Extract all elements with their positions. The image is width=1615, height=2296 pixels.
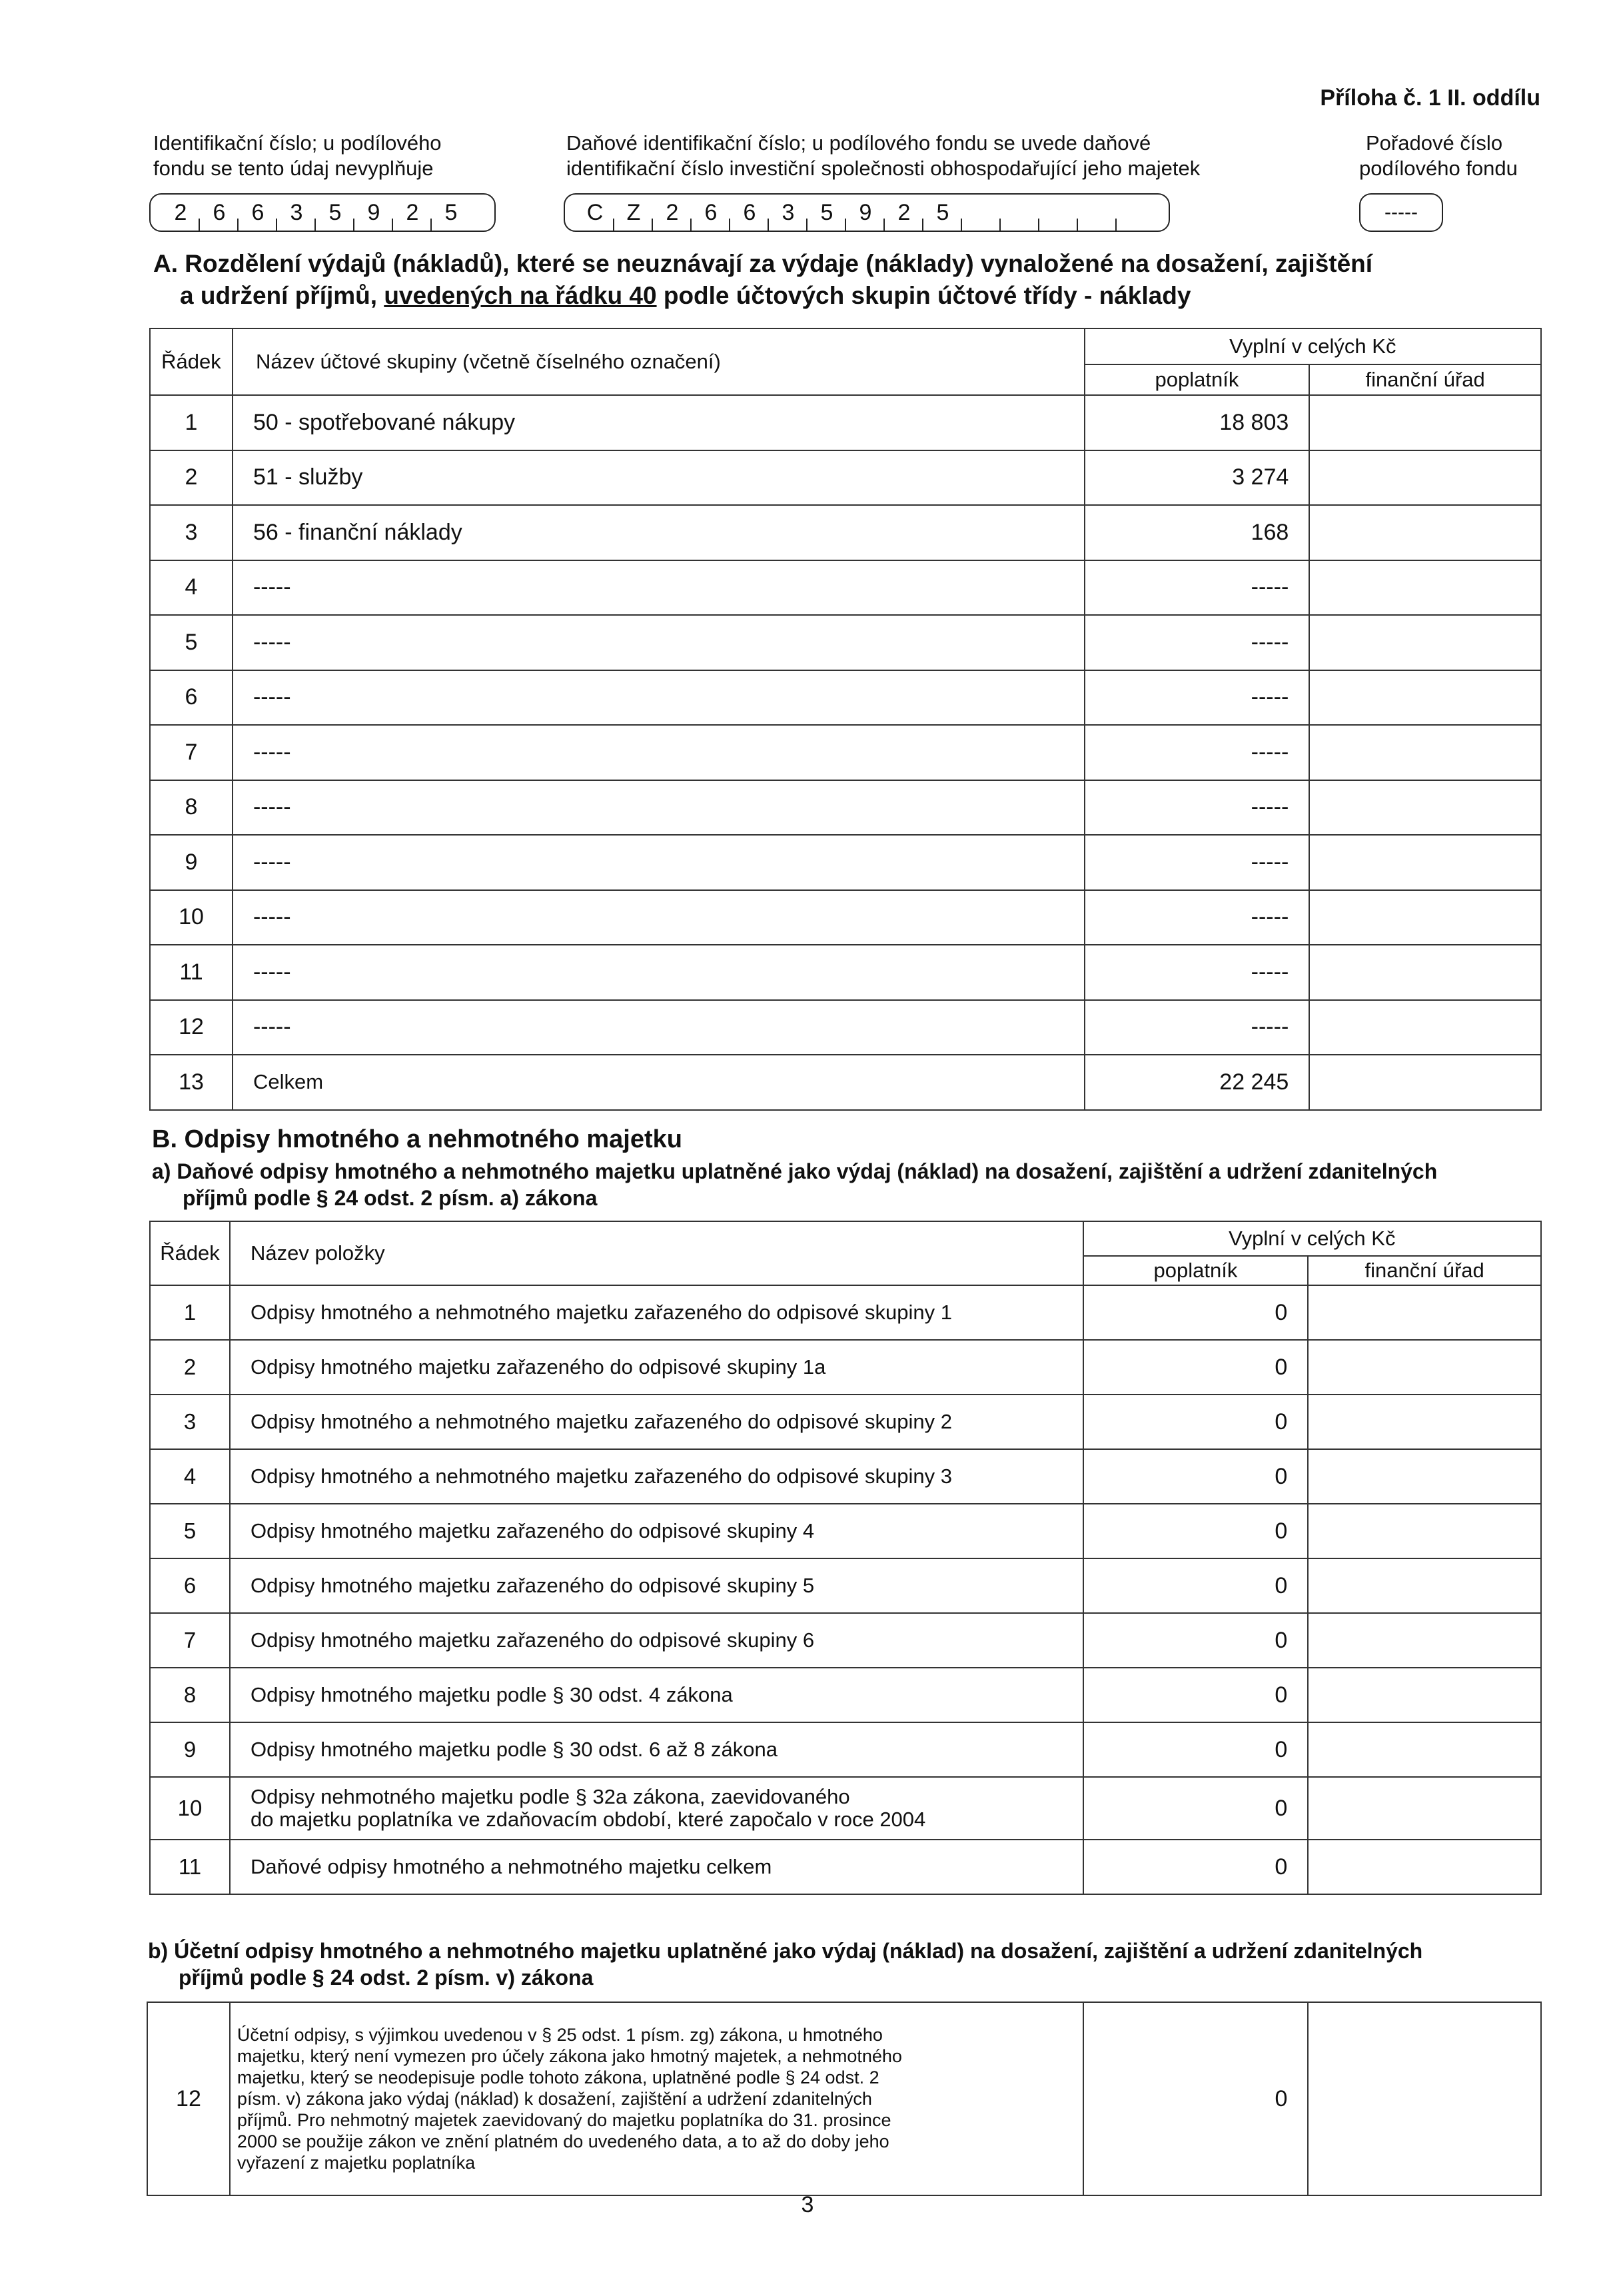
payer-value[interactable]: ----- xyxy=(1085,835,1310,890)
row-number: 8 xyxy=(150,780,233,836)
table-row xyxy=(150,1558,1541,1613)
order-value: ----- xyxy=(1384,201,1418,223)
row-number: 12 xyxy=(150,1000,233,1055)
row-number: 2 xyxy=(150,450,233,506)
payer-value[interactable]: ----- xyxy=(1085,725,1310,780)
table-row xyxy=(150,1340,1541,1395)
row-number: 2 xyxy=(150,1340,230,1395)
row-name: Odpisy hmotného majetku podle § 30 odst. 4 zákona xyxy=(230,1668,1083,1722)
table-row xyxy=(150,560,1541,616)
office-value[interactable] xyxy=(1309,780,1541,836)
row-12-line: Účetní odpisy, s výjimkou uvedenou v § 25 odst. 1 písm. zg) zákona, u hmotného xyxy=(237,2025,883,2045)
table-row xyxy=(150,1285,1541,1340)
payer-value[interactable]: 0 xyxy=(1083,1395,1309,1449)
table-row xyxy=(150,1055,1541,1110)
col-fill-header: Vyplní v celých Kč xyxy=(1085,328,1541,364)
row-name: ----- xyxy=(233,615,1085,670)
office-value[interactable] xyxy=(1309,395,1541,450)
row-number: 10 xyxy=(150,890,233,945)
col-office-header-b: finanční úřad xyxy=(1308,1256,1541,1285)
payer-value[interactable]: 0 xyxy=(1083,1558,1309,1613)
table-row xyxy=(150,615,1541,670)
annex-label: Příloha č. 1 II. oddílu xyxy=(1320,85,1540,111)
table-row xyxy=(150,1449,1541,1504)
section-b-sub-b: b) Účetní odpisy hmotného a nehmotného majetku uplatněné jako výdaj (náklad) na dosažení, zajištění a udržení zdanitelných příjmů podle § 24 odst. 2 písm. v) zákona xyxy=(148,1939,1423,1990)
table-row xyxy=(150,1504,1541,1558)
row-number: 7 xyxy=(150,725,233,780)
payer-value[interactable]: 0 xyxy=(1083,1840,1309,1894)
office-value[interactable] xyxy=(1308,1504,1541,1558)
row-name: Odpisy hmotného a nehmotného majetku zařazeného do odpisové skupiny 2 xyxy=(230,1395,1083,1449)
row-name: Odpisy hmotného a nehmotného majetku zařazeného do odpisové skupiny 1 xyxy=(230,1285,1083,1340)
col-name-header-b: Název položky xyxy=(230,1221,1083,1285)
col-fill-header-b: Vyplní v celých Kč xyxy=(1083,1221,1541,1256)
row-name: ----- xyxy=(233,890,1085,945)
row-name: Celkem xyxy=(233,1055,1085,1110)
section-b-table xyxy=(149,1221,1542,1895)
row-number: 5 xyxy=(150,1504,230,1558)
office-value[interactable] xyxy=(1309,945,1541,1000)
row-number: 12 xyxy=(147,2002,230,2195)
char-cell xyxy=(1039,195,1078,231)
row-number: 1 xyxy=(150,1285,230,1340)
row-name: Odpisy hmotného majetku zařazeného do odpisové skupiny 1a xyxy=(230,1340,1083,1395)
row-name: 50 - spotřebované nákupy xyxy=(233,395,1085,450)
row-name: Odpisy hmotného majetku podle § 30 odst. 6 až 8 zákona xyxy=(230,1722,1083,1777)
office-value[interactable] xyxy=(1308,1777,1541,1840)
section-a-table xyxy=(149,328,1542,1111)
office-value[interactable] xyxy=(1309,615,1541,670)
table-row xyxy=(150,1722,1541,1777)
table-row xyxy=(150,1777,1541,1840)
row-number: 1 xyxy=(150,395,233,450)
char-cell: 6 xyxy=(239,195,277,231)
office-value[interactable] xyxy=(1308,1558,1541,1613)
col-payer-header-b: poplatník xyxy=(1083,1256,1309,1285)
char-cell: 6 xyxy=(692,195,730,231)
payer-value[interactable]: ----- xyxy=(1085,670,1310,726)
table-row xyxy=(150,505,1541,560)
dic-label: Daňové identifikační číslo; u podílového fondu se uvede daňové identifikační číslo investiční společnosti obhospodařující jeho majetek xyxy=(566,131,1201,180)
ic-label: Identifikační číslo; u podílového fondu se tento údaj nevyplňuje xyxy=(153,131,442,180)
row-name: ----- xyxy=(233,945,1085,1000)
payer-value[interactable]: 0 xyxy=(1083,1668,1309,1722)
order-field[interactable] xyxy=(1359,193,1443,232)
office-value[interactable] xyxy=(1308,1340,1541,1395)
office-value[interactable] xyxy=(1309,560,1541,616)
row-12-text xyxy=(230,2002,1083,2195)
payer-value[interactable]: 3 274 xyxy=(1085,450,1310,506)
table-row xyxy=(150,945,1541,1000)
table-row xyxy=(150,670,1541,726)
table-row xyxy=(150,1395,1541,1449)
row-name: Daňové odpisy hmotného a nehmotného majetku celkem xyxy=(230,1840,1083,1894)
row-number: 7 xyxy=(150,1613,230,1668)
char-cell: 2 xyxy=(393,195,432,231)
payer-value[interactable]: ----- xyxy=(1085,560,1310,616)
row-name: Odpisy hmotného a nehmotného majetku zařazeného do odpisové skupiny 3 xyxy=(230,1449,1083,1504)
row-12-line: 2000 se použije zákon ve znění platném do uvedeného data, a to až do doby jeho xyxy=(237,2131,889,2151)
row-number: 5 xyxy=(150,615,233,670)
table-row xyxy=(150,1000,1541,1055)
office-value[interactable] xyxy=(1308,1395,1541,1449)
section-b-sub-a: a) Daňové odpisy hmotného a nehmotného majetku uplatněné jako výdaj (náklad) na dosažení, zajištění a udržení zdanitelných příjmů podle § 24 odst. 2 písm. a) zákona xyxy=(152,1159,1438,1210)
table-row xyxy=(150,1840,1541,1894)
payer-value[interactable]: 18 803 xyxy=(1085,395,1310,450)
office-value[interactable] xyxy=(1309,1055,1541,1110)
char-cell: 3 xyxy=(277,195,316,231)
table-row xyxy=(150,1668,1541,1722)
row-name: 56 - finanční náklady xyxy=(233,505,1085,560)
office-value[interactable] xyxy=(1309,450,1541,506)
char-cell: 2 xyxy=(653,195,692,231)
row-number: 4 xyxy=(150,1449,230,1504)
char-cell xyxy=(962,195,1001,231)
office-value[interactable] xyxy=(1308,1613,1541,1668)
page-number: 3 xyxy=(801,2192,814,2217)
char-cell: 6 xyxy=(730,195,769,231)
char-cell xyxy=(1117,195,1155,231)
payer-value[interactable]: ----- xyxy=(1085,945,1310,1000)
section-b12-table xyxy=(147,2002,1542,2196)
row-name: ----- xyxy=(233,780,1085,836)
char-cell: 5 xyxy=(444,199,458,225)
row-name: ----- xyxy=(233,725,1085,780)
row-number: 11 xyxy=(150,945,233,1000)
char-cell xyxy=(1001,195,1039,231)
row-number: 3 xyxy=(150,1395,230,1449)
section-b-title: B. Odpisy hmotného a nehmotného majetku xyxy=(152,1125,682,1153)
char-cell: 5 xyxy=(923,195,962,231)
payer-value[interactable]: 0 xyxy=(1083,2002,1309,2195)
table-row xyxy=(147,2002,1541,2195)
row-name: ----- xyxy=(233,560,1085,616)
char-cell: 2 xyxy=(161,195,200,231)
office-value[interactable] xyxy=(1309,1000,1541,1055)
col-office-header: finanční úřad xyxy=(1309,364,1541,395)
row-name: Odpisy hmotného majetku zařazeného do odpisové skupiny 4 xyxy=(230,1504,1083,1558)
row-12-line: písm. v) zákona jako výdaj (náklad) k dosažení, zajištění a udržení zdanitelných xyxy=(237,2089,872,2109)
row-number: 6 xyxy=(150,1558,230,1613)
char-cell: 5 xyxy=(808,195,846,231)
office-value[interactable] xyxy=(1308,1285,1541,1340)
office-value[interactable] xyxy=(1309,725,1541,780)
row-name: ----- xyxy=(233,835,1085,890)
dic-field[interactable] xyxy=(564,193,1170,232)
table-row xyxy=(150,1613,1541,1668)
payer-value[interactable]: 0 xyxy=(1083,1285,1309,1340)
row-name: 51 - služby xyxy=(233,450,1085,506)
payer-value[interactable]: ----- xyxy=(1085,615,1310,670)
char-cell: 9 xyxy=(354,195,393,231)
char-cell: 9 xyxy=(846,195,885,231)
row-number: 11 xyxy=(150,1840,230,1894)
office-value[interactable] xyxy=(1308,2002,1541,2195)
row-12-line: majetku, který se neodepisuje podle tohoto zákona, uplatněné podle § 24 odst. 2 xyxy=(237,2067,879,2087)
row-number: 9 xyxy=(150,835,233,890)
row-12-line: majetku, který není vymezen pro účely zákona jako hmotný majetek, a nehmotného xyxy=(237,2046,902,2066)
row-number: 3 xyxy=(150,505,233,560)
col-row-header-b: Řádek xyxy=(150,1221,230,1285)
row-number: 8 xyxy=(150,1668,230,1722)
col-payer-header: poplatník xyxy=(1085,364,1310,395)
payer-value[interactable]: 0 xyxy=(1083,1449,1309,1504)
row-name: Odpisy hmotného majetku zařazeného do odpisové skupiny 5 xyxy=(230,1558,1083,1613)
ic-field[interactable] xyxy=(149,193,496,232)
office-value[interactable] xyxy=(1309,890,1541,945)
char-cell xyxy=(1078,195,1117,231)
office-value[interactable] xyxy=(1308,1449,1541,1504)
row-number: 4 xyxy=(150,560,233,616)
char-cell: 6 xyxy=(200,195,239,231)
row-name: ----- xyxy=(233,1000,1085,1055)
row-number: 6 xyxy=(150,670,233,726)
table-row xyxy=(150,450,1541,506)
row-number: 10 xyxy=(150,1777,230,1840)
row-number: 13 xyxy=(150,1055,233,1110)
row-number: 9 xyxy=(150,1722,230,1777)
table-row xyxy=(150,780,1541,836)
char-cell: 2 xyxy=(885,195,923,231)
payer-value[interactable]: ----- xyxy=(1085,780,1310,836)
section-a-title: A. Rozdělení výdajů (nákladů), které se neuznávají za výdaje (náklady) vynaložené na dosažení, zajištění a udržení příjmů, uvedených na řádku 40 podle účtových skupin účtové třídy - náklady xyxy=(153,250,1373,309)
char-cell: Z xyxy=(614,195,653,231)
payer-value[interactable]: ----- xyxy=(1085,890,1310,945)
row-12-line: příjmů. Pro nehmotný majetek zaevidovaný do majetku poplatníka do 31. prosince xyxy=(237,2110,891,2130)
payer-value[interactable]: 0 xyxy=(1083,1777,1309,1840)
table-row xyxy=(150,395,1541,450)
payer-value[interactable]: ----- xyxy=(1085,1000,1310,1055)
char-cell: 3 xyxy=(769,195,808,231)
row-name: Odpisy hmotného majetku zařazeného do odpisové skupiny 6 xyxy=(230,1613,1083,1668)
payer-value[interactable]: 0 xyxy=(1083,1722,1309,1777)
row-name: ----- xyxy=(233,670,1085,726)
office-value[interactable] xyxy=(1308,1840,1541,1894)
row-12-line: vyřazení z majetku poplatníka xyxy=(237,2153,476,2173)
order-label: Pořadové číslo podílového fondu xyxy=(1359,131,1518,180)
payer-value[interactable]: 168 xyxy=(1085,505,1310,560)
table-row xyxy=(150,725,1541,780)
office-value[interactable] xyxy=(1309,670,1541,726)
payer-value[interactable]: 0 xyxy=(1083,1340,1309,1395)
office-value[interactable] xyxy=(1309,835,1541,890)
char-cell: 5 xyxy=(316,195,354,231)
table-row xyxy=(150,835,1541,890)
char-cell: C xyxy=(576,195,614,231)
col-name-header: Název účtové skupiny (včetně číselného označení) xyxy=(233,328,1085,395)
col-row-header: Řádek xyxy=(150,328,233,395)
payer-value[interactable]: 0 xyxy=(1083,1504,1309,1558)
table-row xyxy=(150,890,1541,945)
office-value[interactable] xyxy=(1308,1668,1541,1722)
row-name: Odpisy nehmotného majetku podle § 32a zákona, zaevidovaného do majetku poplatníka ve zdaňovacím období, které započalo v roce 2004 xyxy=(230,1777,1083,1840)
office-value[interactable] xyxy=(1309,505,1541,560)
payer-value[interactable]: 22 245 xyxy=(1085,1055,1310,1110)
payer-value[interactable]: 0 xyxy=(1083,1613,1309,1668)
office-value[interactable] xyxy=(1308,1722,1541,1777)
